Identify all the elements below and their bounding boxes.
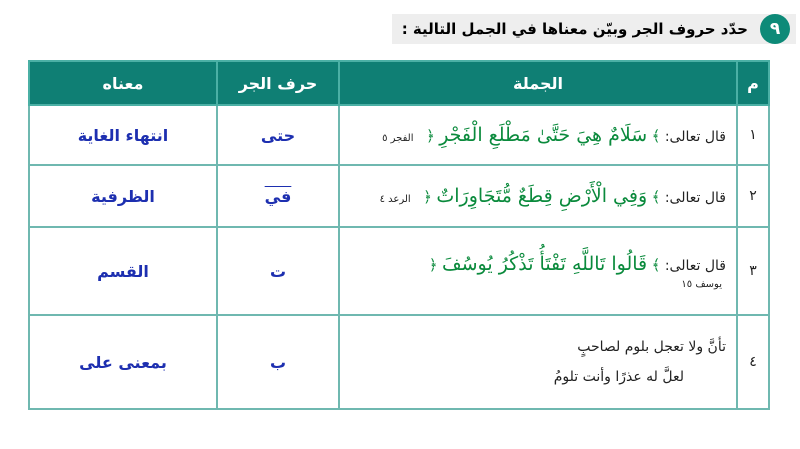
verse-intro: قال تعالى: [664, 257, 726, 274]
row-sentence [339, 105, 737, 165]
exercise-title: حدّد حروف الجر وبيّن معناها في الجمل التالية : [401, 20, 748, 38]
row-particle [217, 165, 339, 227]
verse-close-bracket: ﴿ [423, 188, 432, 206]
exercise-number-badge: ٩ [760, 14, 790, 44]
header-index: م [737, 61, 769, 105]
verse-open-bracket: ﴾ [651, 255, 661, 274]
row-index: ٣ [737, 227, 769, 315]
verse-open-bracket: ﴾ [651, 188, 661, 206]
verse-intro: قال تعالى: [664, 129, 726, 145]
row-meaning: بمعنى على [29, 315, 217, 409]
verse-reference: الفجر ٥ [382, 133, 414, 144]
table-row [29, 227, 769, 315]
row-meaning: الظرفية [29, 165, 217, 227]
table-row [29, 315, 769, 409]
verse-reference: الرعد ٤ [379, 194, 411, 205]
verse-intro: قال تعالى: [664, 190, 726, 206]
exercise-title-bar [392, 14, 796, 44]
header-sentence: الجملة [339, 61, 737, 105]
row-index: ٢ [737, 165, 769, 227]
quran-verse: وَفِي الْأَرْضِ قِطَعٌ مُّتَجَاوِرَاتٌ [436, 185, 648, 207]
verse-reference: يوسف ١٥ [681, 278, 722, 290]
exercise-table [28, 60, 770, 410]
verse-close-bracket: ﴿ [425, 127, 435, 145]
row-index: ١ [737, 105, 769, 165]
row-particle: ب [217, 315, 339, 409]
particle-text: في [264, 186, 292, 206]
row-sentence [339, 227, 737, 315]
row-particle: حتى [217, 105, 339, 165]
table-row [29, 165, 769, 227]
header-particle: حرف الجر [217, 61, 339, 105]
row-sentence [339, 315, 737, 409]
header-meaning: معناه [29, 61, 217, 105]
table-header-row [29, 61, 769, 105]
quran-verse: سَلَامٌ هِيَ حَتَّىٰ مَطْلَعِ الْفَجْرِ [439, 124, 648, 146]
row-particle: ت [217, 227, 339, 315]
row-sentence [339, 165, 737, 227]
row-index: ٤ [737, 315, 769, 409]
verse-close-bracket: ﴿ [428, 255, 438, 274]
poem-line-1: تأنَّ ولا تعجل بلوم لصاحبٍ [577, 339, 726, 355]
row-meaning: القسم [29, 227, 217, 315]
verse-open-bracket: ﴾ [651, 127, 661, 145]
table-row [29, 105, 769, 165]
quran-verse: قَالُوا تَاللَّهِ تَفْتَأُ تَذْكُرُ يُوسُفَ [441, 252, 648, 275]
poem-line-2: لعلَّ له عذرًا وأنت تلومُ [553, 369, 684, 385]
row-meaning: انتهاء الغاية [29, 105, 217, 165]
